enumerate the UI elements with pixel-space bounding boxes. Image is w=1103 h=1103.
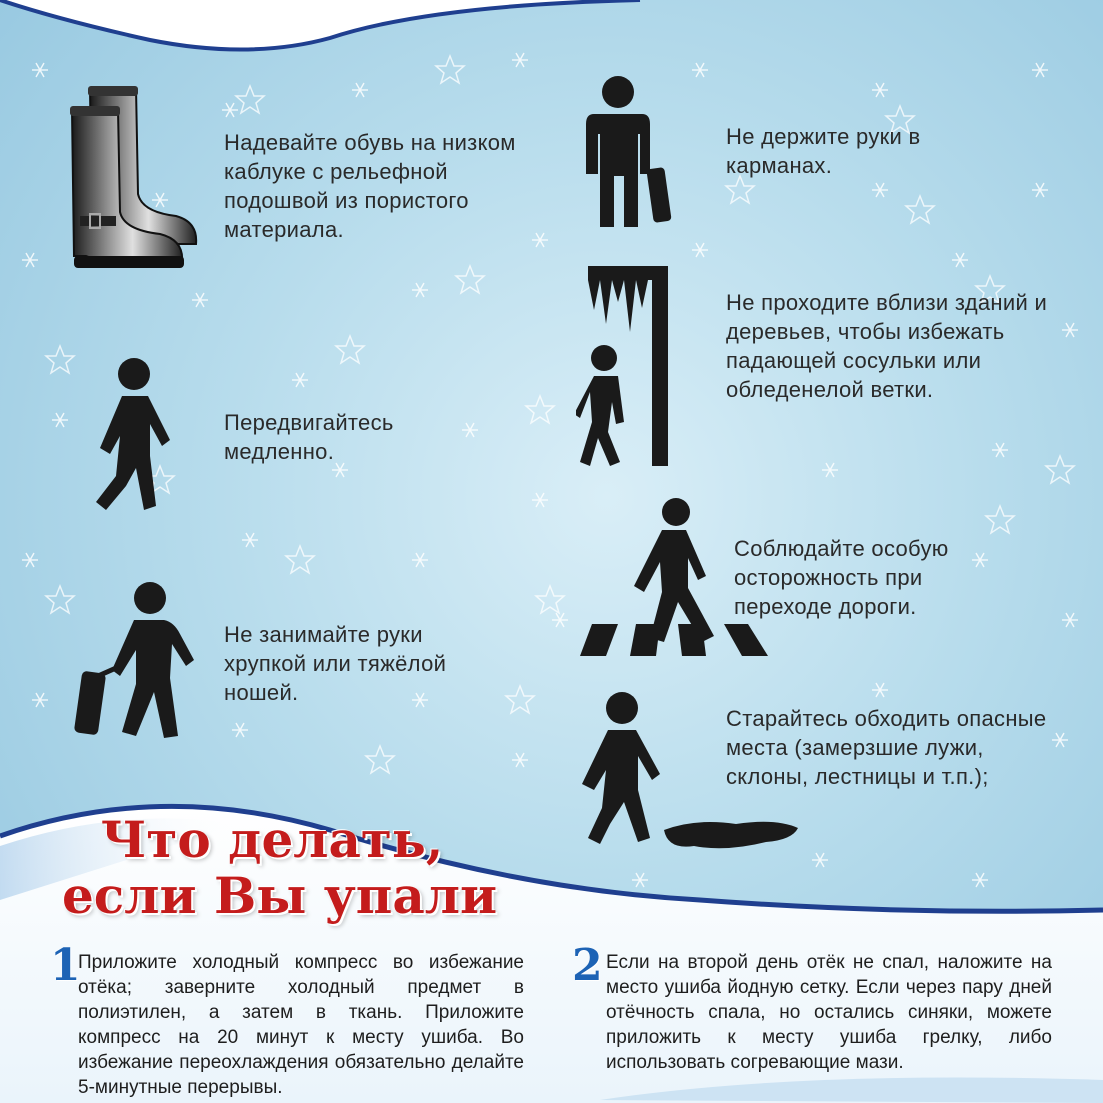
- tip-crossing-text: Соблюдайте особую осторожность при переходе дороги.: [734, 536, 949, 619]
- tip-dangerous-text: Старайтесь обходить опасные места (замерзшие лужи, склоны, лестницы и т.п.);: [726, 706, 1047, 789]
- tip-slowly-text: Передвигайтесь медленно.: [224, 410, 394, 464]
- heading-line-2: если Вы упали: [62, 866, 498, 925]
- fall-heading: [62, 810, 498, 925]
- step-2-text: Если на второй день отёк не спал, наложите на место ушиба йодную сетку. Если через пару дней отёчность спала, но остались синяки, можете приложить к месту ушиба грелку, либо использовать согревающие мази.: [606, 952, 1052, 1073]
- tip-hands-text: Не занимайте руки хрупкой или тяжёлой ношей.: [224, 622, 447, 705]
- heading-line-1: Что делать,: [100, 810, 444, 869]
- tip-boots-text: Надевайте обувь на низком каблуке с рельефной подошвой из пористого материала.: [224, 130, 516, 242]
- step-2-number: 2: [572, 940, 603, 991]
- tip-pockets-text: Не держите руки в карманах.: [726, 124, 921, 178]
- step-1-number: 1: [50, 940, 81, 991]
- tip-buildings-text: Не проходите вблизи зданий и деревьев, чтобы избежать падающей сосульки или обледенелой ветки.: [726, 290, 1048, 402]
- step-1-text: Приложите холодный компресс во избежание отёка; заверните холодный предмет в полиэтилен, а затем в ткань. Приложите компресс на 20 минут к месту ушиба. Во избежание переохлаждения обязательно делайте 5-минутные перерывы.: [78, 952, 524, 1098]
